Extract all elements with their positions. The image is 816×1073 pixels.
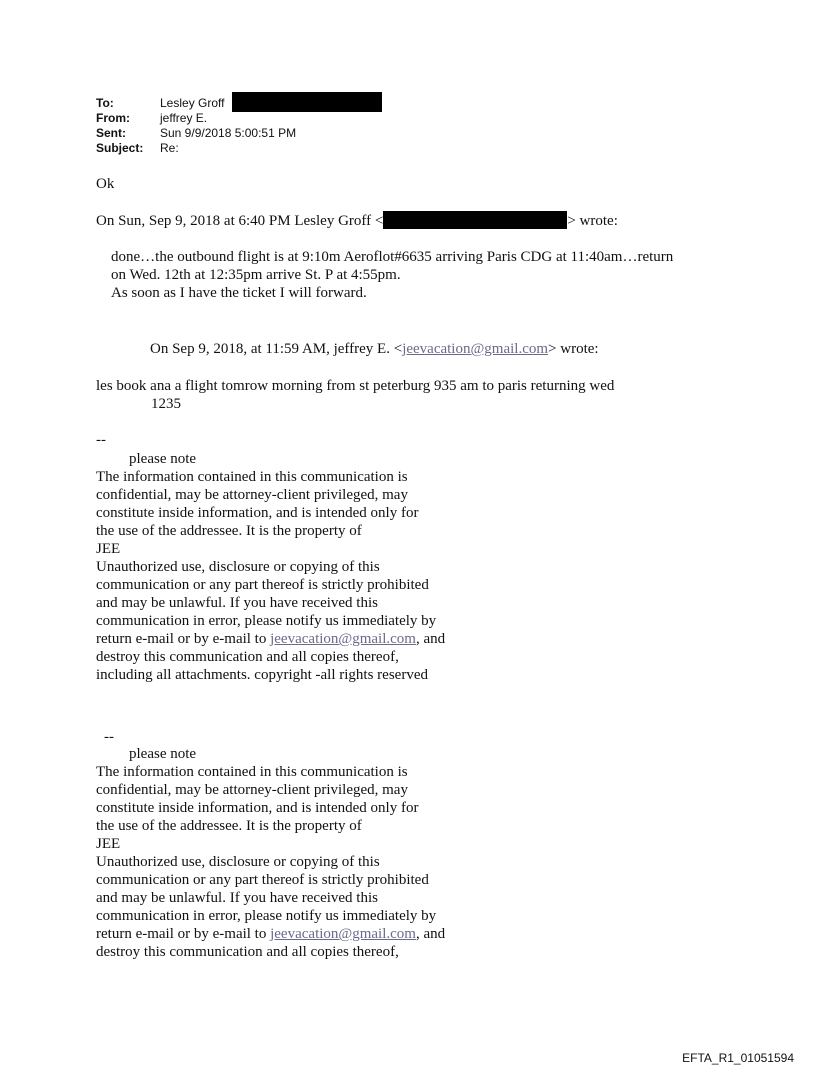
quote2-line-2: 1235: [151, 396, 181, 412]
quote2-line-1: les book ana a flight tomrow morning from st peterburg 935 am to paris returning wed: [96, 378, 615, 394]
disclaimer-line: The information contained in this communication is: [96, 764, 408, 780]
disclaimer-return-line: [96, 925, 445, 943]
quote1-intro-prefix: On Sun, Sep 9, 2018 at 6:40 PM Lesley Groff <: [96, 213, 384, 229]
redaction-bar: [232, 92, 382, 112]
to-label: To:: [96, 96, 114, 110]
from-label: From:: [96, 111, 130, 125]
disclaimer-line: constitute inside information, and is intended only for: [96, 800, 419, 816]
disclaimer-line: destroy this communication and all copies thereof,: [96, 944, 399, 960]
disclaimer-line: the use of the addressee. It is the property of: [96, 523, 362, 539]
quote1-line-3: As soon as I have the ticket I will forward.: [111, 285, 367, 301]
signature-dashes: --: [104, 729, 114, 745]
disclaimer-line: constitute inside information, and is intended only for: [96, 505, 419, 521]
subject-label: Subject:: [96, 141, 144, 155]
sent-label: Sent:: [96, 126, 126, 140]
disclaimer-return-line: [96, 630, 445, 648]
disclaimer-line: The information contained in this communication is: [96, 469, 408, 485]
email-link[interactable]: jeevacation@gmail.com: [402, 341, 549, 357]
disclaimer-return-suffix: , and: [415, 631, 446, 647]
quote1-line-2: on Wed. 12th at 12:35pm arrive St. P at 4:55pm.: [111, 267, 401, 283]
disclaimer-line: JEE: [96, 541, 121, 557]
subject-value: Re:: [160, 141, 179, 155]
disclaimer-line: JEE: [96, 836, 121, 852]
disclaimer-return-suffix: , and: [415, 926, 446, 942]
disclaimer-return-prefix: return e-mail or by e-mail to: [96, 926, 271, 942]
document-id: EFTA_R1_01051594: [682, 1051, 794, 1065]
quote2-intro-prefix: On Sep 9, 2018, at 11:59 AM, jeffrey E. <: [150, 341, 403, 357]
disclaimer-line: Unauthorized use, disclosure or copying of this: [96, 854, 380, 870]
disclaimer-line: and may be unlawful. If you have received this: [96, 890, 378, 906]
disclaimer-line: and may be unlawful. If you have received this: [96, 595, 378, 611]
disclaimer-note: please note: [129, 451, 197, 467]
disclaimer-line: confidential, may be attorney-client privileged, may: [96, 782, 408, 798]
disclaimer-line: including all attachments. copyright -all rights reserved: [96, 667, 428, 683]
disclaimer-line: Unauthorized use, disclosure or copying of this: [96, 559, 380, 575]
disclaimer-line: the use of the addressee. It is the property of: [96, 818, 362, 834]
disclaimer-note: please note: [129, 746, 197, 762]
email-link[interactable]: jeevacation@gmail.com: [270, 631, 416, 647]
to-value: Lesley Groff: [160, 96, 225, 110]
quote2-intro: [150, 340, 599, 358]
redaction-inline: [383, 211, 567, 229]
quote1-intro-suffix: > wrote:: [567, 213, 618, 229]
disclaimer-line: communication or any part thereof is strictly prohibited: [96, 872, 429, 888]
disclaimer-line: communication in error, please notify us immediately by: [96, 908, 437, 924]
disclaimer-line: communication or any part thereof is strictly prohibited: [96, 577, 429, 593]
from-value: jeffrey E.: [160, 111, 208, 125]
reply-body: Ok: [96, 176, 115, 192]
quote1-line-1: done…the outbound flight is at 9:10m Aeroflot#6635 arriving Paris CDG at 11:40am…return: [111, 249, 674, 265]
email-link[interactable]: jeevacation@gmail.com: [270, 926, 416, 942]
disclaimer-line: confidential, may be attorney-client privileged, may: [96, 487, 408, 503]
disclaimer-line: destroy this communication and all copies thereof,: [96, 649, 399, 665]
disclaimer-return-prefix: return e-mail or by e-mail to: [96, 631, 271, 647]
quote1-intro: [96, 211, 618, 230]
quote2-intro-suffix: > wrote:: [548, 341, 599, 357]
disclaimer-line: communication in error, please notify us immediately by: [96, 613, 437, 629]
signature-dashes: --: [96, 432, 106, 448]
sent-value: Sun 9/9/2018 5:00:51 PM: [160, 126, 297, 140]
